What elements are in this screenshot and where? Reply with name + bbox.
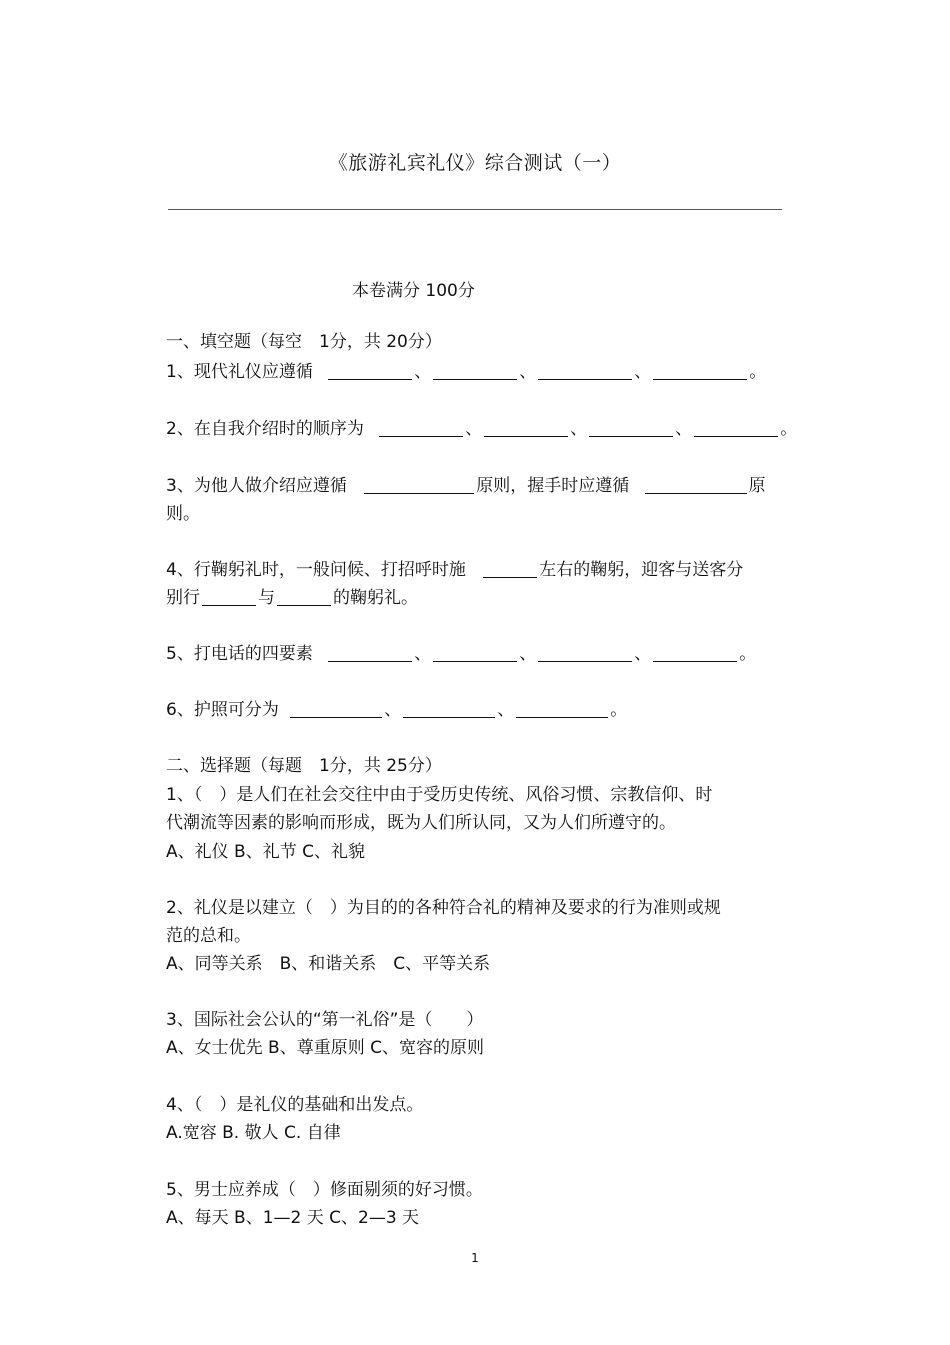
answer-blank[interactable]	[483, 559, 537, 578]
question-text: 1、现代礼仪应遵循	[166, 362, 313, 382]
question-text: 3、为他人做介绍应遵循	[166, 476, 347, 496]
answer-blank[interactable]	[328, 643, 412, 662]
fill-question-3-cont: 则。	[166, 504, 200, 524]
answer-blank[interactable]	[403, 699, 495, 718]
choice-question-2-cont: 范的总和。	[166, 926, 251, 946]
answer-blank[interactable]	[589, 418, 673, 437]
page-number: 1	[471, 1251, 479, 1265]
answer-blank[interactable]	[694, 418, 778, 437]
answer-blank[interactable]	[645, 475, 747, 494]
fill-question-4-cont: 别行 与 的鞠躬礼。	[166, 588, 418, 608]
fill-question-6: 6、护照可分为 、 、 。	[166, 700, 628, 720]
document-title: 《旅游礼宾礼仪》综合测试（一）	[328, 152, 622, 174]
answer-blank[interactable]	[290, 699, 382, 718]
title-divider	[168, 209, 782, 210]
choice-question-3: 3、国际社会公认的“第一礼俗”是（ ）	[166, 1010, 484, 1030]
choice-options-4: A.宽容 B. 敬人 C. 自律	[166, 1123, 341, 1143]
answer-blank[interactable]	[516, 699, 608, 718]
choice-options-1: A、礼仪 B、礼节 C、礼貌	[166, 842, 365, 862]
section1-heading: 一、填空题（每空 1分，共 20分）	[166, 332, 442, 352]
choice-options-5: A、每天 B、1—2 天 C、2—3 天	[166, 1208, 420, 1228]
question-text: 6、护照可分为	[166, 700, 279, 720]
answer-blank[interactable]	[277, 587, 331, 606]
score-note: 本卷满分 100分	[352, 281, 475, 301]
fill-question-5: 5、打电话的四要素 、 、 、 。	[166, 644, 757, 664]
answer-blank[interactable]	[433, 643, 517, 662]
fill-question-2: 2、在自我介绍时的顺序为 、 、 、 。	[166, 419, 798, 439]
answer-blank[interactable]	[202, 587, 256, 606]
fill-question-4: 4、行鞠躬礼时，一般问候、打招呼时施 左右的鞠躬，迎客与送客分	[166, 560, 744, 580]
choice-question-4: 4、（ ）是礼仪的基础和出发点。	[166, 1095, 424, 1115]
answer-blank[interactable]	[653, 643, 737, 662]
choice-question-1: 1、（ ）是人们在社会交往中由于受历史传统、风俗习惯、宗教信仰、时	[166, 785, 713, 805]
choice-options-3: A、女士优先 B、尊重原则 C、宽容的原则	[166, 1038, 484, 1058]
section2-heading: 二、选择题（每题 1分，共 25分）	[166, 756, 442, 776]
choice-question-2: 2、礼仪是以建立（ ）为目的的各种符合礼的精神及要求的行为准则或规	[166, 898, 721, 918]
answer-blank[interactable]	[364, 475, 474, 494]
question-text: 5、打电话的四要素	[166, 644, 313, 664]
choice-question-1-cont: 代潮流等因素的影响而形成，既为人们所认同，又为人们所遵守的。	[166, 813, 676, 833]
question-text: 2、在自我介绍时的顺序为	[166, 419, 364, 439]
question-text: 4、行鞠躬礼时，一般问候、打招呼时施	[166, 560, 466, 580]
choice-question-5: 5、男士应养成（ ）修面剔须的好习惯。	[166, 1180, 483, 1200]
answer-blank[interactable]	[433, 361, 517, 380]
answer-blank[interactable]	[484, 418, 568, 437]
answer-blank[interactable]	[653, 361, 747, 380]
choice-options-2: A、同等关系 B、和谐关系 C、平等关系	[166, 954, 491, 974]
answer-blank[interactable]	[538, 643, 632, 662]
answer-blank[interactable]	[538, 361, 632, 380]
answer-blank[interactable]	[379, 418, 463, 437]
fill-question-3: 3、为他人做介绍应遵循 原则，握手时应遵循 原	[166, 476, 766, 496]
answer-blank[interactable]	[328, 361, 412, 380]
fill-question-1: 1、现代礼仪应遵循 、 、 、 。	[166, 362, 767, 382]
